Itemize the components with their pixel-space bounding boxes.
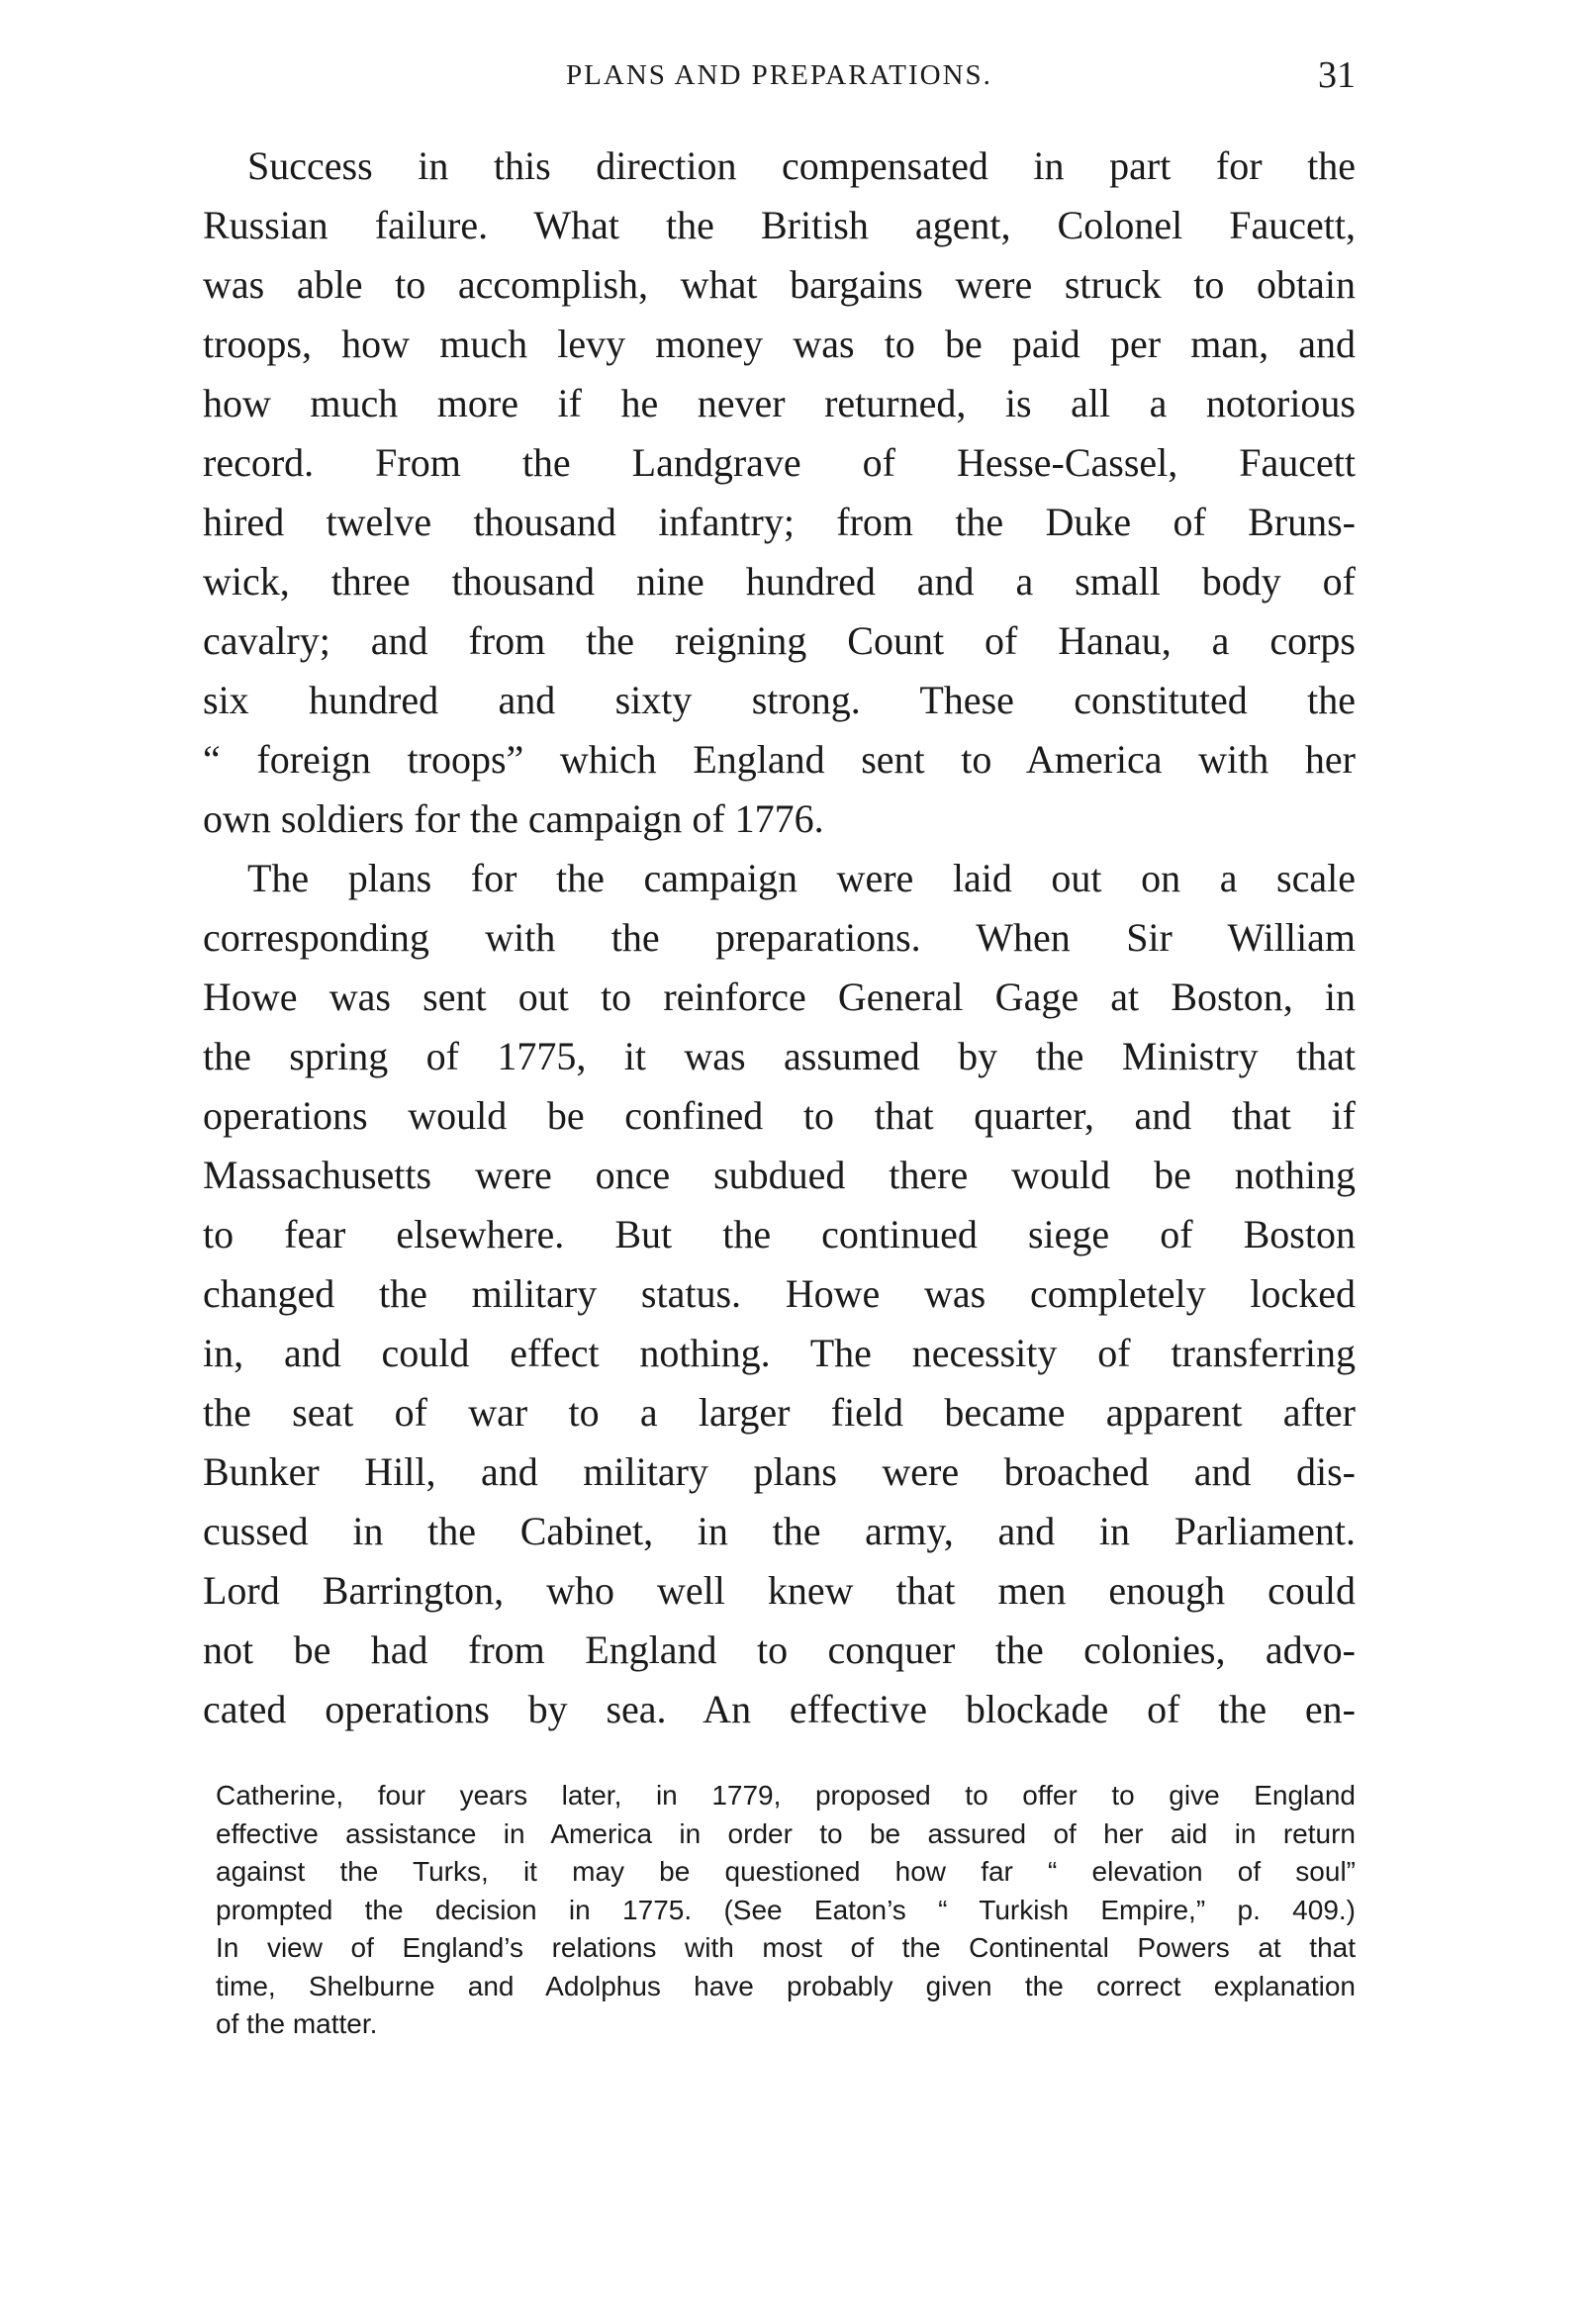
text-line: “ foreign troops” which England sent to America with her: [203, 737, 1356, 782]
text-line: six hundred and sixty strong. These constituted the: [203, 678, 1356, 722]
text-line: The plans for the campaign were laid out on a scale: [247, 856, 1356, 900]
text-line: cavalry; and from the reigning Count of Hanau, a corps: [203, 618, 1356, 663]
footnote-line: time, Shelburne and Adolphus have probably given the correct explanation: [216, 1970, 1356, 2001]
running-header: [203, 51, 1356, 101]
footnote-line: against the Turks, it may be questioned how far “ elevation of soul”: [216, 1856, 1356, 1887]
text-line: Howe was sent out to reinforce General Gage at Boston, in: [203, 975, 1356, 1019]
text-line: cussed in the Cabinet, in the army, and in Parliament.: [203, 1509, 1356, 1553]
footnote-line: Catherine, four years later, in 1779, proposed to offer to give England: [216, 1780, 1356, 1811]
footnote-line: of the matter.: [216, 2008, 378, 2039]
text-line: Massachusetts were once subdued there would be nothing: [203, 1153, 1356, 1197]
text-line: Russian failure. What the British agent, Colonel Faucett,: [203, 203, 1356, 247]
footnote: [216, 1777, 1356, 2044]
text-line: was able to accomplish, what bargains were struck to obtain: [203, 262, 1356, 307]
text-line: cated operations by sea. An effective blockade of the en-: [203, 1687, 1356, 1731]
running-title: PLANS AND PREPARATIONS.: [566, 59, 992, 91]
footnote-line: effective assistance in America in order to be assured of her aid in return: [216, 1817, 1356, 1849]
text-line: not be had from England to conquer the colonies, advo-: [203, 1627, 1356, 1672]
text-line: the seat of war to a larger field became apparent after: [203, 1390, 1356, 1435]
text-line: operations would be confined to that quarter, and that if: [203, 1093, 1356, 1138]
text-line: changed the military status. Howe was completely locked: [203, 1271, 1356, 1316]
text-line: corresponding with the preparations. When Sir William: [203, 915, 1356, 960]
text-line: record. From the Landgrave of Hesse-Cassel, Faucett: [203, 440, 1356, 485]
footnote-line: In view of England’s relations with most of the Continental Powers at that: [216, 1932, 1356, 1963]
footnote-line: prompted the decision in 1775. (See Eaton’s “ Turkish Empire,” p. 409.): [216, 1894, 1356, 1925]
text-line: Lord Barrington, who well knew that men enough could: [203, 1568, 1356, 1613]
text-line: troops, how much levy money was to be paid per man, and: [203, 322, 1356, 366]
text-line: own soldiers for the campaign of 1776.: [203, 796, 824, 841]
text-line: wick, three thousand nine hundred and a small body of: [203, 559, 1356, 604]
text-line: how much more if he never returned, is all a notorious: [203, 381, 1356, 425]
text-line: in, and could effect nothing. The necessity of transferring: [203, 1331, 1356, 1375]
text-line: to fear elsewhere. But the continued siege of Boston: [203, 1212, 1356, 1256]
text-line: hired twelve thousand infantry; from the Duke of Bruns-: [203, 500, 1356, 544]
text-line: the spring of 1775, it was assumed by the Ministry that: [203, 1034, 1356, 1078]
text-line: Success in this direction compensated in part for the: [247, 143, 1356, 188]
page-number: 31: [1318, 54, 1356, 96]
text-line: Bunker Hill, and military plans were broached and dis-: [203, 1449, 1356, 1494]
main-text: [203, 137, 1356, 1739]
